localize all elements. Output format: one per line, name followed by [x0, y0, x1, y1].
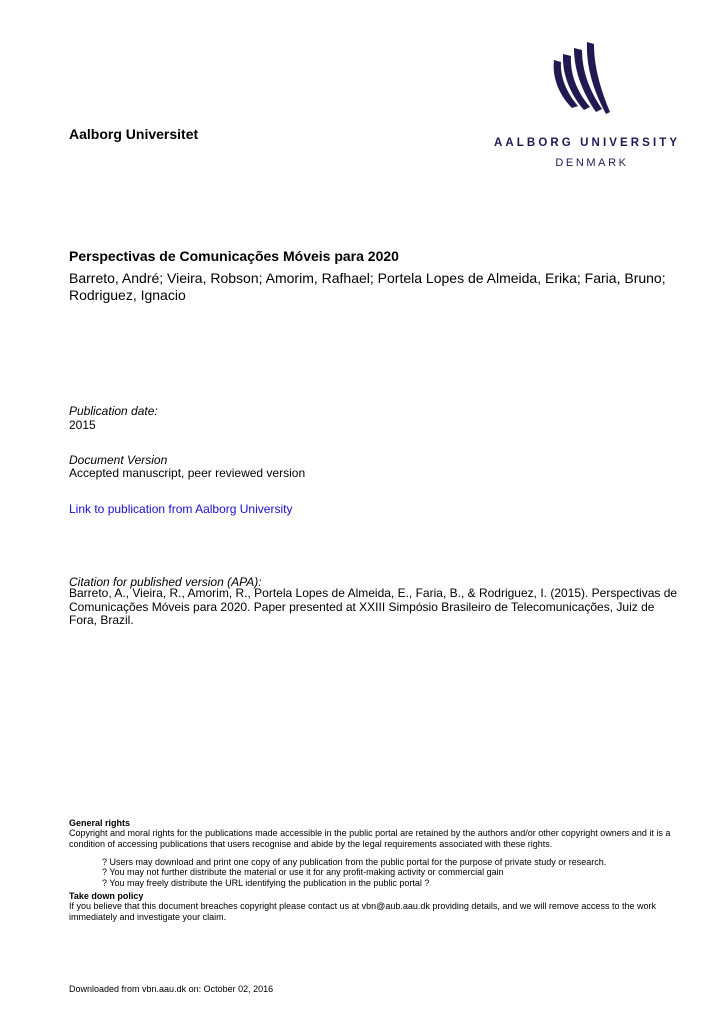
download-note: Downloaded from vbn.aau.dk on: October 02, 2016 [69, 984, 274, 994]
rights-list-item: ? You may not further distribute the material or use it for any profit-making activity or commercial gain [102, 867, 504, 878]
general-rights-heading: General rights [69, 818, 131, 828]
rights-list-item: ? Users may download and print one copy of any publication from the public portal for the purpose of private study or research. [102, 857, 607, 867]
logo-university-name: AALBORG UNIVERSITY [494, 137, 681, 149]
rights-list-item: ? You may freely distribute the URL identifying the publication in the public portal ? [102, 877, 430, 888]
university-logo [494, 42, 684, 172]
publication-title: Perspectivas de Comunicações Móveis para 2020 [69, 248, 399, 264]
aalborg-university-wave-logo-icon [550, 42, 610, 116]
publication-link[interactable]: Link to publication from Aalborg University [69, 502, 293, 516]
takedown-policy-heading: Take down policy [69, 891, 144, 901]
general-rights-text: Copyright and moral rights for the publications made accessible in the public portal are retained by the authors and/or other copyright owners and it is a condition of accessing publications that users recognise and abide by the legal requirements associated with these rights. [69, 828, 671, 849]
document-version-label: Document Version [69, 453, 168, 467]
rights-list [102, 857, 682, 888]
institution-name: Aalborg Universitet [69, 126, 199, 142]
publication-date-label: Publication date: [69, 404, 158, 418]
document-version-value: Accepted manuscript, peer reviewed version [69, 466, 306, 480]
takedown-policy-text: If you believe that this document breaches copyright please contact us at vbn@aub.aau.dk providing details, and we will remove access to the work immediately and investigate your claim. [69, 901, 656, 922]
citation-text: Barreto, A., Vieira, R., Amorim, R., Portela Lopes de Almeida, E., Faria, B., & Rodriguez, I. (2015). Perspectivas de Comunicações Móveis para 2020. Paper presented at XXIII Simpósio Brasileiro de Telecomunicações, Juiz de Fora, Brazil. [69, 586, 678, 627]
logo-country-name: DENMARK [555, 157, 629, 169]
publication-date-value: 2015 [69, 418, 96, 432]
citation-label: Citation for published version (APA): [69, 575, 262, 589]
publication-authors: Barreto, André; Vieira, Robson; Amorim, Rafhael; Portela Lopes de Almeida, Erika; Faria, Bruno; Rodriguez, Ignacio [69, 270, 666, 303]
